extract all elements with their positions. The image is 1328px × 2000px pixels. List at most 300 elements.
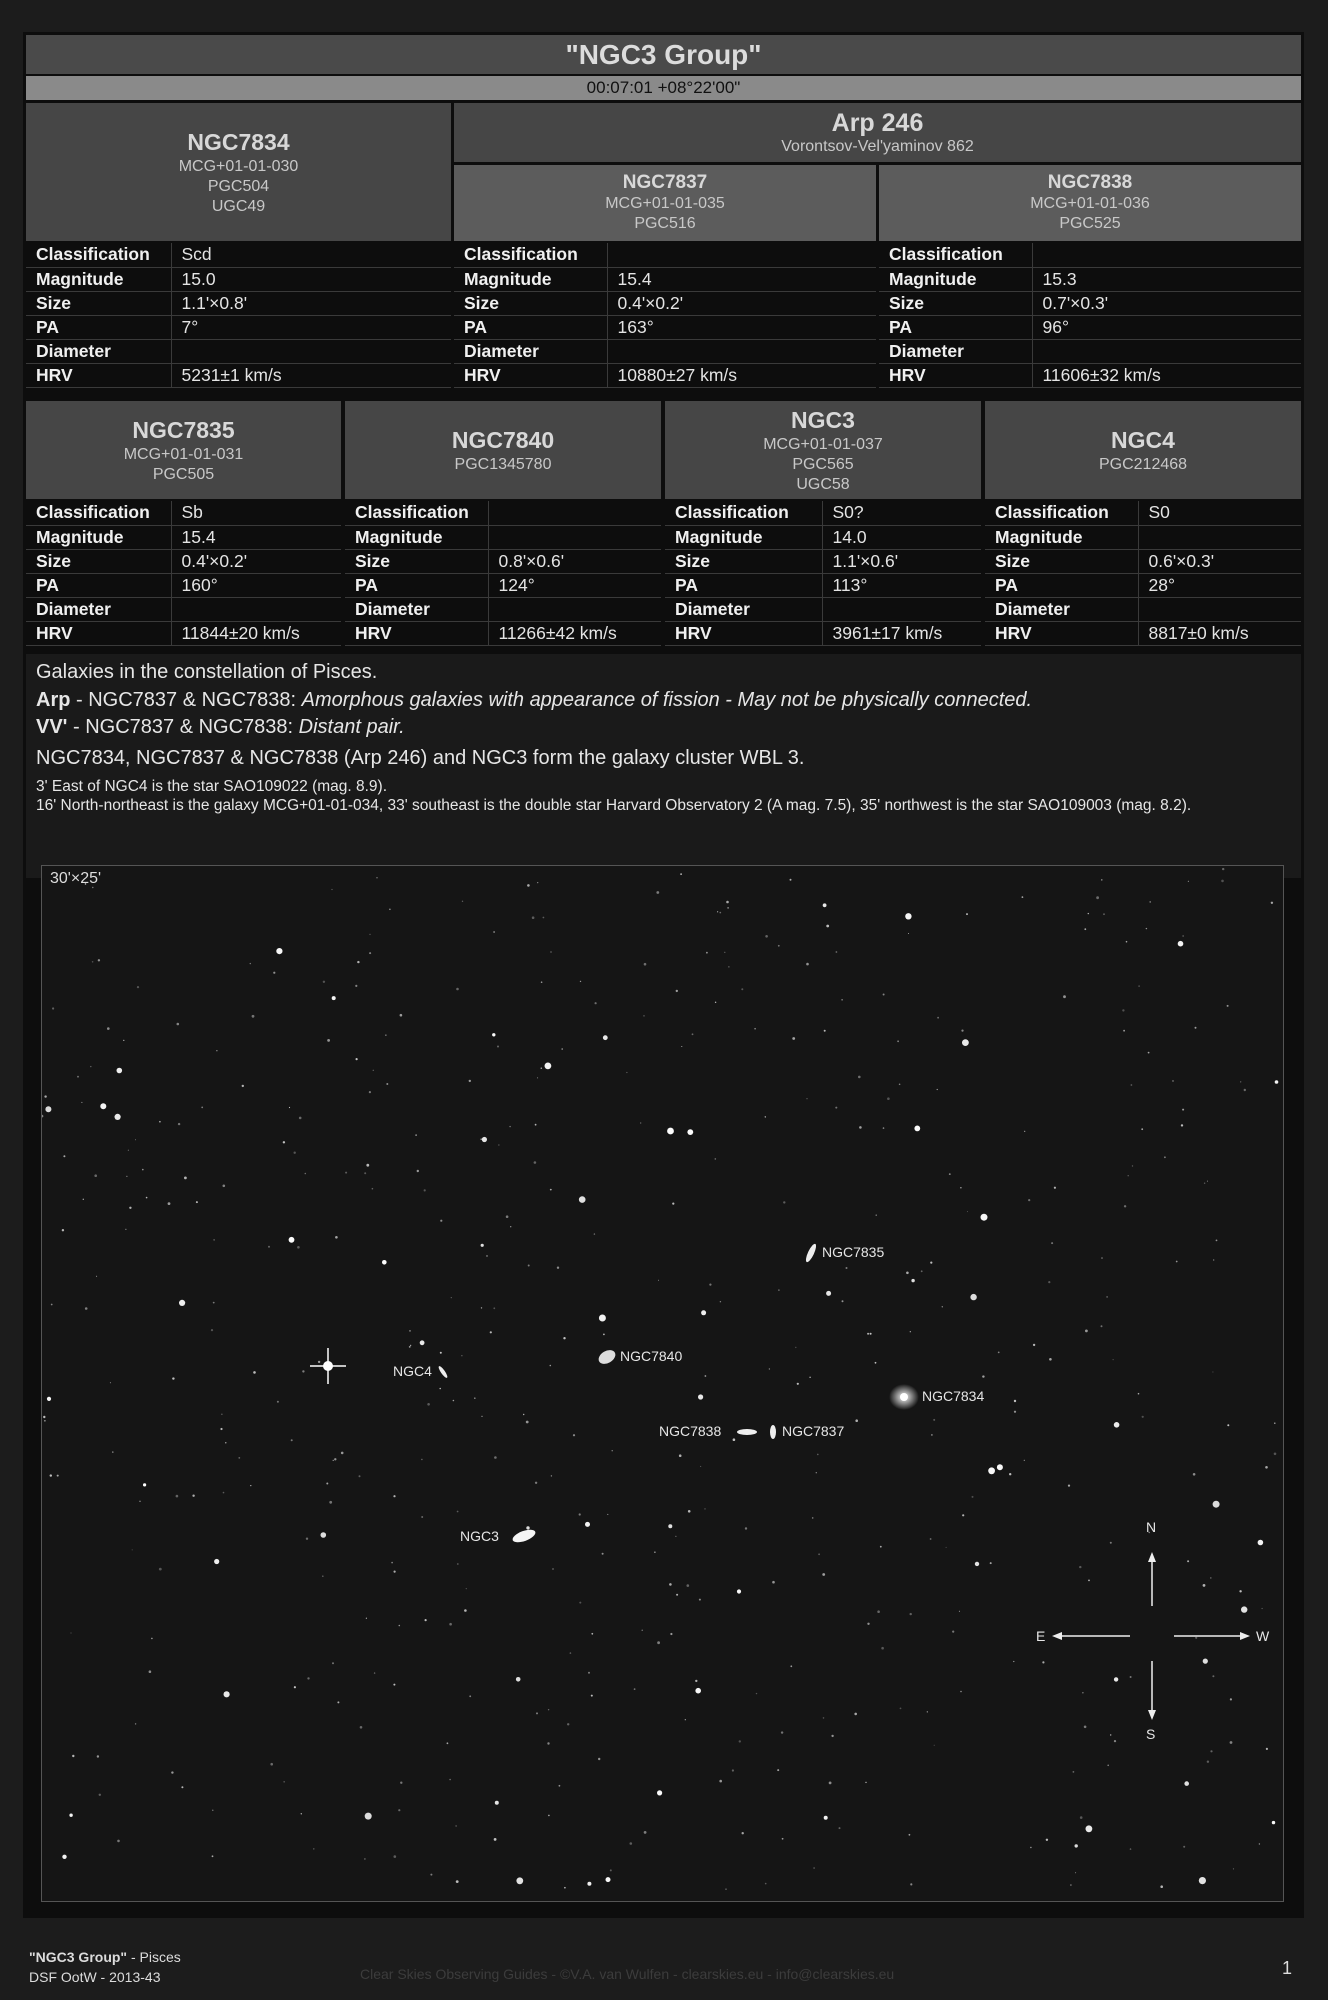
star	[1181, 1124, 1183, 1126]
star	[1195, 1637, 1197, 1639]
star	[887, 1097, 890, 1100]
star	[1146, 928, 1147, 929]
star	[1227, 1005, 1229, 1007]
star	[1203, 1584, 1206, 1587]
property-label: Magnitude	[26, 525, 171, 549]
property-label: Diameter	[665, 597, 822, 621]
star	[449, 1623, 452, 1626]
note-vv-desc: Distant pair.	[298, 716, 405, 738]
star	[676, 1594, 678, 1596]
star	[1042, 1661, 1044, 1663]
star	[709, 1284, 711, 1286]
object-name: NGC7837	[622, 172, 708, 193]
star	[930, 1262, 932, 1264]
star	[100, 1103, 106, 1109]
star	[1122, 1009, 1124, 1011]
star	[137, 986, 139, 988]
property-label: Classification	[879, 243, 1032, 267]
props-ngc4	[985, 501, 1301, 646]
property-row	[665, 549, 981, 573]
star	[1233, 1868, 1234, 1869]
star	[792, 1037, 795, 1040]
star	[369, 952, 371, 954]
property-value: 163°	[607, 315, 876, 339]
object-header-ngc7834	[26, 103, 451, 241]
star	[573, 1434, 575, 1436]
property-label: HRV	[879, 363, 1032, 387]
star	[909, 1834, 911, 1836]
property-row	[985, 621, 1301, 645]
note-arp-key: Arp	[36, 689, 71, 711]
property-row	[665, 501, 981, 525]
notes-section	[26, 654, 1301, 878]
note-arp	[36, 686, 1291, 714]
star	[132, 1549, 133, 1550]
star	[715, 1002, 716, 1003]
footer-credit: Clear Skies Observing Guides - ©V.A. van Wulfen - clearskies.eu - info@clearskies.eu	[360, 1966, 895, 1982]
property-row	[665, 621, 981, 645]
star	[865, 1782, 866, 1783]
star	[1049, 1358, 1052, 1361]
property-label: PA	[454, 315, 607, 339]
property-value: 14.0	[822, 525, 981, 549]
property-row	[454, 291, 876, 315]
star	[756, 1693, 757, 1694]
star	[212, 1855, 214, 1857]
properties-table	[345, 501, 661, 646]
star	[306, 1538, 308, 1540]
star	[389, 909, 391, 911]
star	[107, 1027, 110, 1030]
star	[334, 1458, 336, 1460]
property-row	[879, 363, 1301, 387]
star	[179, 1300, 185, 1306]
star	[1046, 1839, 1048, 1841]
star	[270, 1763, 273, 1766]
star	[421, 1516, 423, 1518]
star	[62, 1229, 64, 1231]
star	[679, 1454, 682, 1457]
star	[1195, 1027, 1197, 1029]
star-field	[42, 866, 1284, 1902]
label-ngc7838: NGC7838	[659, 1423, 722, 1439]
star	[930, 1538, 932, 1540]
property-value: 8817±0 km/s	[1138, 621, 1301, 645]
star	[634, 1688, 636, 1690]
star	[927, 1711, 928, 1712]
note-vv-key: VV'	[36, 716, 68, 738]
object-alias: PGC525	[1059, 215, 1121, 232]
property-value: S0	[1138, 501, 1301, 525]
object-alias: PGC565	[792, 456, 854, 473]
property-value	[488, 597, 661, 621]
star	[1022, 896, 1024, 898]
star	[883, 1127, 885, 1129]
property-label: Magnitude	[879, 267, 1032, 291]
star	[967, 1211, 968, 1212]
star	[765, 935, 768, 938]
star	[720, 912, 722, 914]
star	[1101, 1257, 1103, 1259]
property-row	[454, 339, 876, 363]
label-ngc7834: NGC7834	[922, 1388, 985, 1404]
star	[535, 1124, 537, 1126]
star	[466, 1588, 467, 1589]
star	[1024, 1460, 1025, 1461]
star	[99, 1794, 101, 1796]
star	[283, 1141, 285, 1143]
properties-table	[665, 501, 981, 646]
star	[238, 1457, 240, 1459]
star	[642, 1630, 643, 1631]
note-arp-desc: Amorphous galaxies with appearance of fission - May not be physically connected.	[301, 689, 1033, 711]
star	[1265, 1466, 1268, 1469]
star	[329, 1501, 332, 1504]
star	[579, 1196, 586, 1203]
star	[386, 1083, 388, 1085]
star	[602, 1553, 604, 1555]
property-row	[454, 243, 876, 267]
star	[725, 1889, 726, 1890]
star	[699, 1599, 701, 1601]
star	[1164, 1156, 1166, 1158]
star	[557, 1267, 559, 1269]
star	[399, 1625, 401, 1627]
star	[382, 1260, 387, 1265]
galaxy-ngc7835	[804, 1243, 818, 1264]
star	[151, 1638, 153, 1640]
star	[168, 1202, 171, 1205]
star	[855, 1419, 858, 1422]
star	[603, 1035, 608, 1040]
star	[1207, 1181, 1208, 1182]
star	[783, 1201, 785, 1203]
star	[835, 1107, 837, 1109]
star	[1138, 985, 1140, 987]
star	[372, 1188, 374, 1190]
star	[914, 1126, 920, 1132]
props-ngc7837	[454, 243, 876, 388]
star	[1101, 1325, 1103, 1327]
star	[1124, 1205, 1126, 1207]
object-name: NGC3	[791, 407, 855, 433]
star	[526, 1421, 529, 1424]
property-row	[879, 243, 1301, 267]
star	[823, 903, 827, 907]
star	[781, 1731, 783, 1733]
field-of-view: 30'×25'	[50, 870, 102, 887]
star	[591, 1633, 593, 1635]
object-name: NGC7834	[187, 129, 290, 155]
star	[1114, 1740, 1116, 1742]
star	[1221, 880, 1224, 883]
star	[579, 1602, 581, 1604]
star	[178, 1123, 180, 1125]
star	[528, 1265, 530, 1267]
star	[742, 1832, 744, 1834]
star	[398, 1809, 400, 1811]
star	[1063, 995, 1066, 998]
property-label: Size	[985, 549, 1138, 573]
star	[159, 1568, 162, 1571]
star	[831, 1735, 833, 1737]
star	[867, 1623, 869, 1625]
star	[1103, 913, 1105, 915]
star	[327, 1039, 330, 1042]
star	[481, 1244, 484, 1247]
property-value: 10880±27 km/s	[607, 363, 876, 387]
star	[284, 1781, 285, 1782]
star	[1075, 1844, 1078, 1847]
star	[516, 1677, 521, 1682]
star	[480, 1138, 482, 1140]
star	[1275, 1080, 1279, 1084]
star	[704, 1508, 705, 1509]
property-label: PA	[26, 315, 171, 339]
star	[724, 952, 725, 953]
star	[447, 1742, 449, 1744]
star	[715, 1158, 717, 1160]
property-label: HRV	[26, 621, 171, 645]
star	[739, 1740, 741, 1742]
star	[1240, 1081, 1241, 1082]
star	[959, 1611, 960, 1612]
star	[675, 1536, 676, 1537]
note-constellation: Galaxies in the constellation of Pisces.	[36, 661, 378, 683]
star	[421, 1459, 422, 1460]
property-value	[171, 597, 341, 621]
galaxy-ngc7840	[596, 1347, 618, 1366]
star	[1009, 1473, 1011, 1475]
star	[1114, 1422, 1120, 1428]
star	[355, 985, 357, 987]
star	[1113, 1359, 1114, 1360]
star	[201, 1107, 203, 1109]
star	[607, 1514, 608, 1515]
star	[669, 1583, 672, 1586]
property-value: 160°	[171, 573, 341, 597]
object-alias: MCG+01-01-031	[123, 446, 244, 463]
property-row	[26, 315, 451, 339]
star	[498, 1145, 499, 1146]
star	[1075, 1872, 1076, 1873]
star	[931, 1434, 933, 1436]
star	[535, 1482, 537, 1484]
star	[135, 1723, 136, 1724]
property-value	[1138, 597, 1301, 621]
star	[806, 963, 809, 966]
object-alias: UGC49	[211, 198, 266, 215]
star	[506, 1215, 509, 1218]
star	[960, 1691, 962, 1693]
star	[410, 1345, 411, 1346]
property-row	[454, 363, 876, 387]
star	[1230, 1698, 1232, 1700]
star	[252, 1015, 255, 1018]
star	[268, 1246, 270, 1248]
star	[332, 1662, 334, 1664]
property-label: PA	[879, 315, 1032, 339]
page-number: 1	[1282, 1958, 1293, 1978]
star	[541, 981, 543, 983]
compass-east: E	[1036, 1628, 1046, 1644]
star	[846, 1267, 848, 1269]
star	[253, 1371, 256, 1374]
property-label: Size	[665, 549, 822, 573]
star	[960, 1187, 961, 1188]
star	[695, 1680, 697, 1682]
property-row	[879, 315, 1301, 339]
object-alias: PGC504	[207, 178, 270, 195]
star	[701, 1310, 706, 1315]
star	[516, 1877, 523, 1884]
property-label: Diameter	[26, 597, 171, 621]
star	[1199, 1877, 1206, 1884]
star	[299, 1117, 302, 1120]
property-value: 0.6'×0.3'	[1138, 549, 1301, 573]
star	[1086, 1825, 1093, 1832]
star	[1222, 868, 1224, 870]
star	[829, 1782, 832, 1785]
star	[1183, 1846, 1185, 1848]
star	[337, 1701, 339, 1703]
star	[657, 1641, 660, 1644]
property-label: Size	[345, 549, 488, 573]
star	[1271, 902, 1273, 904]
property-row	[26, 339, 451, 363]
star	[139, 1501, 140, 1502]
star	[143, 1483, 146, 1486]
star	[171, 1771, 173, 1773]
star	[778, 1289, 780, 1291]
property-row	[345, 597, 661, 621]
props-ngc7840	[345, 501, 661, 646]
property-row	[985, 525, 1301, 549]
star	[564, 1887, 566, 1889]
star	[841, 999, 843, 1001]
star	[547, 1742, 549, 1744]
star	[1014, 1400, 1016, 1402]
star	[952, 1631, 954, 1633]
star	[497, 1046, 499, 1048]
star	[881, 1647, 884, 1650]
property-label: HRV	[454, 363, 607, 387]
star	[672, 1203, 674, 1205]
star	[777, 1769, 779, 1771]
galaxy-ngc3	[511, 1527, 537, 1545]
star	[1266, 1748, 1268, 1750]
star	[643, 1015, 644, 1016]
property-row	[985, 501, 1301, 525]
star	[376, 877, 377, 878]
star	[1107, 1765, 1109, 1767]
star	[481, 1416, 482, 1417]
star	[1227, 1424, 1229, 1426]
star	[1203, 1659, 1208, 1664]
property-row	[985, 549, 1301, 573]
star	[345, 1172, 347, 1174]
star	[457, 1563, 459, 1565]
star	[214, 1559, 219, 1564]
property-value: S0?	[822, 501, 981, 525]
object-name: NGC7835	[132, 417, 235, 443]
properties-table	[26, 501, 341, 646]
star	[301, 1813, 302, 1814]
star	[223, 1492, 225, 1494]
star	[695, 1688, 701, 1694]
star	[737, 1589, 741, 1593]
star	[579, 1513, 581, 1515]
star	[1131, 1084, 1133, 1086]
star	[1084, 928, 1086, 930]
star	[1204, 1183, 1205, 1184]
star	[1188, 881, 1189, 882]
star	[98, 959, 100, 961]
star	[1212, 1675, 1214, 1677]
star	[1262, 1608, 1263, 1609]
star	[71, 1633, 72, 1634]
star	[961, 1030, 963, 1032]
property-value	[1032, 339, 1301, 363]
star	[494, 1838, 497, 1841]
star	[172, 1377, 174, 1379]
star	[937, 1017, 939, 1019]
star	[42, 1115, 43, 1118]
property-value: Scd	[171, 243, 451, 267]
star	[1178, 941, 1184, 947]
star	[1014, 1411, 1016, 1413]
bright-star	[310, 1348, 346, 1384]
star	[603, 1334, 605, 1336]
star	[797, 1383, 799, 1385]
star	[905, 913, 911, 919]
star	[1082, 1692, 1083, 1693]
star	[341, 1452, 344, 1455]
star	[57, 1475, 59, 1477]
object-alias: MCG+01-01-036	[1030, 195, 1150, 212]
star	[921, 1270, 923, 1272]
star	[644, 1831, 647, 1834]
property-label: PA	[26, 573, 171, 597]
star	[826, 1291, 831, 1296]
star	[949, 1173, 951, 1175]
star	[836, 951, 838, 953]
star	[1274, 1423, 1275, 1424]
star	[81, 1102, 82, 1103]
property-value: 15.3	[1032, 267, 1301, 291]
star	[897, 1040, 899, 1042]
star	[719, 1780, 722, 1783]
star	[906, 1272, 909, 1275]
star	[532, 916, 535, 919]
star	[934, 1745, 935, 1746]
star	[580, 981, 581, 982]
star	[321, 1532, 327, 1538]
star	[824, 1030, 826, 1032]
star	[570, 1652, 572, 1654]
coordinates: 00:07:01 +08°22'00"	[26, 76, 1301, 100]
star	[706, 952, 708, 954]
property-value	[822, 597, 981, 621]
star	[322, 1575, 324, 1577]
star	[688, 1510, 691, 1513]
compass	[1052, 1552, 1250, 1720]
star	[966, 913, 968, 915]
note-cluster: NGC7834, NGC7837 & NGC7838 (Arp 246) and NGC3 form the galaxy cluster WBL 3.	[36, 747, 805, 769]
star	[364, 1858, 365, 1859]
star	[745, 1527, 747, 1529]
star	[685, 1719, 686, 1720]
